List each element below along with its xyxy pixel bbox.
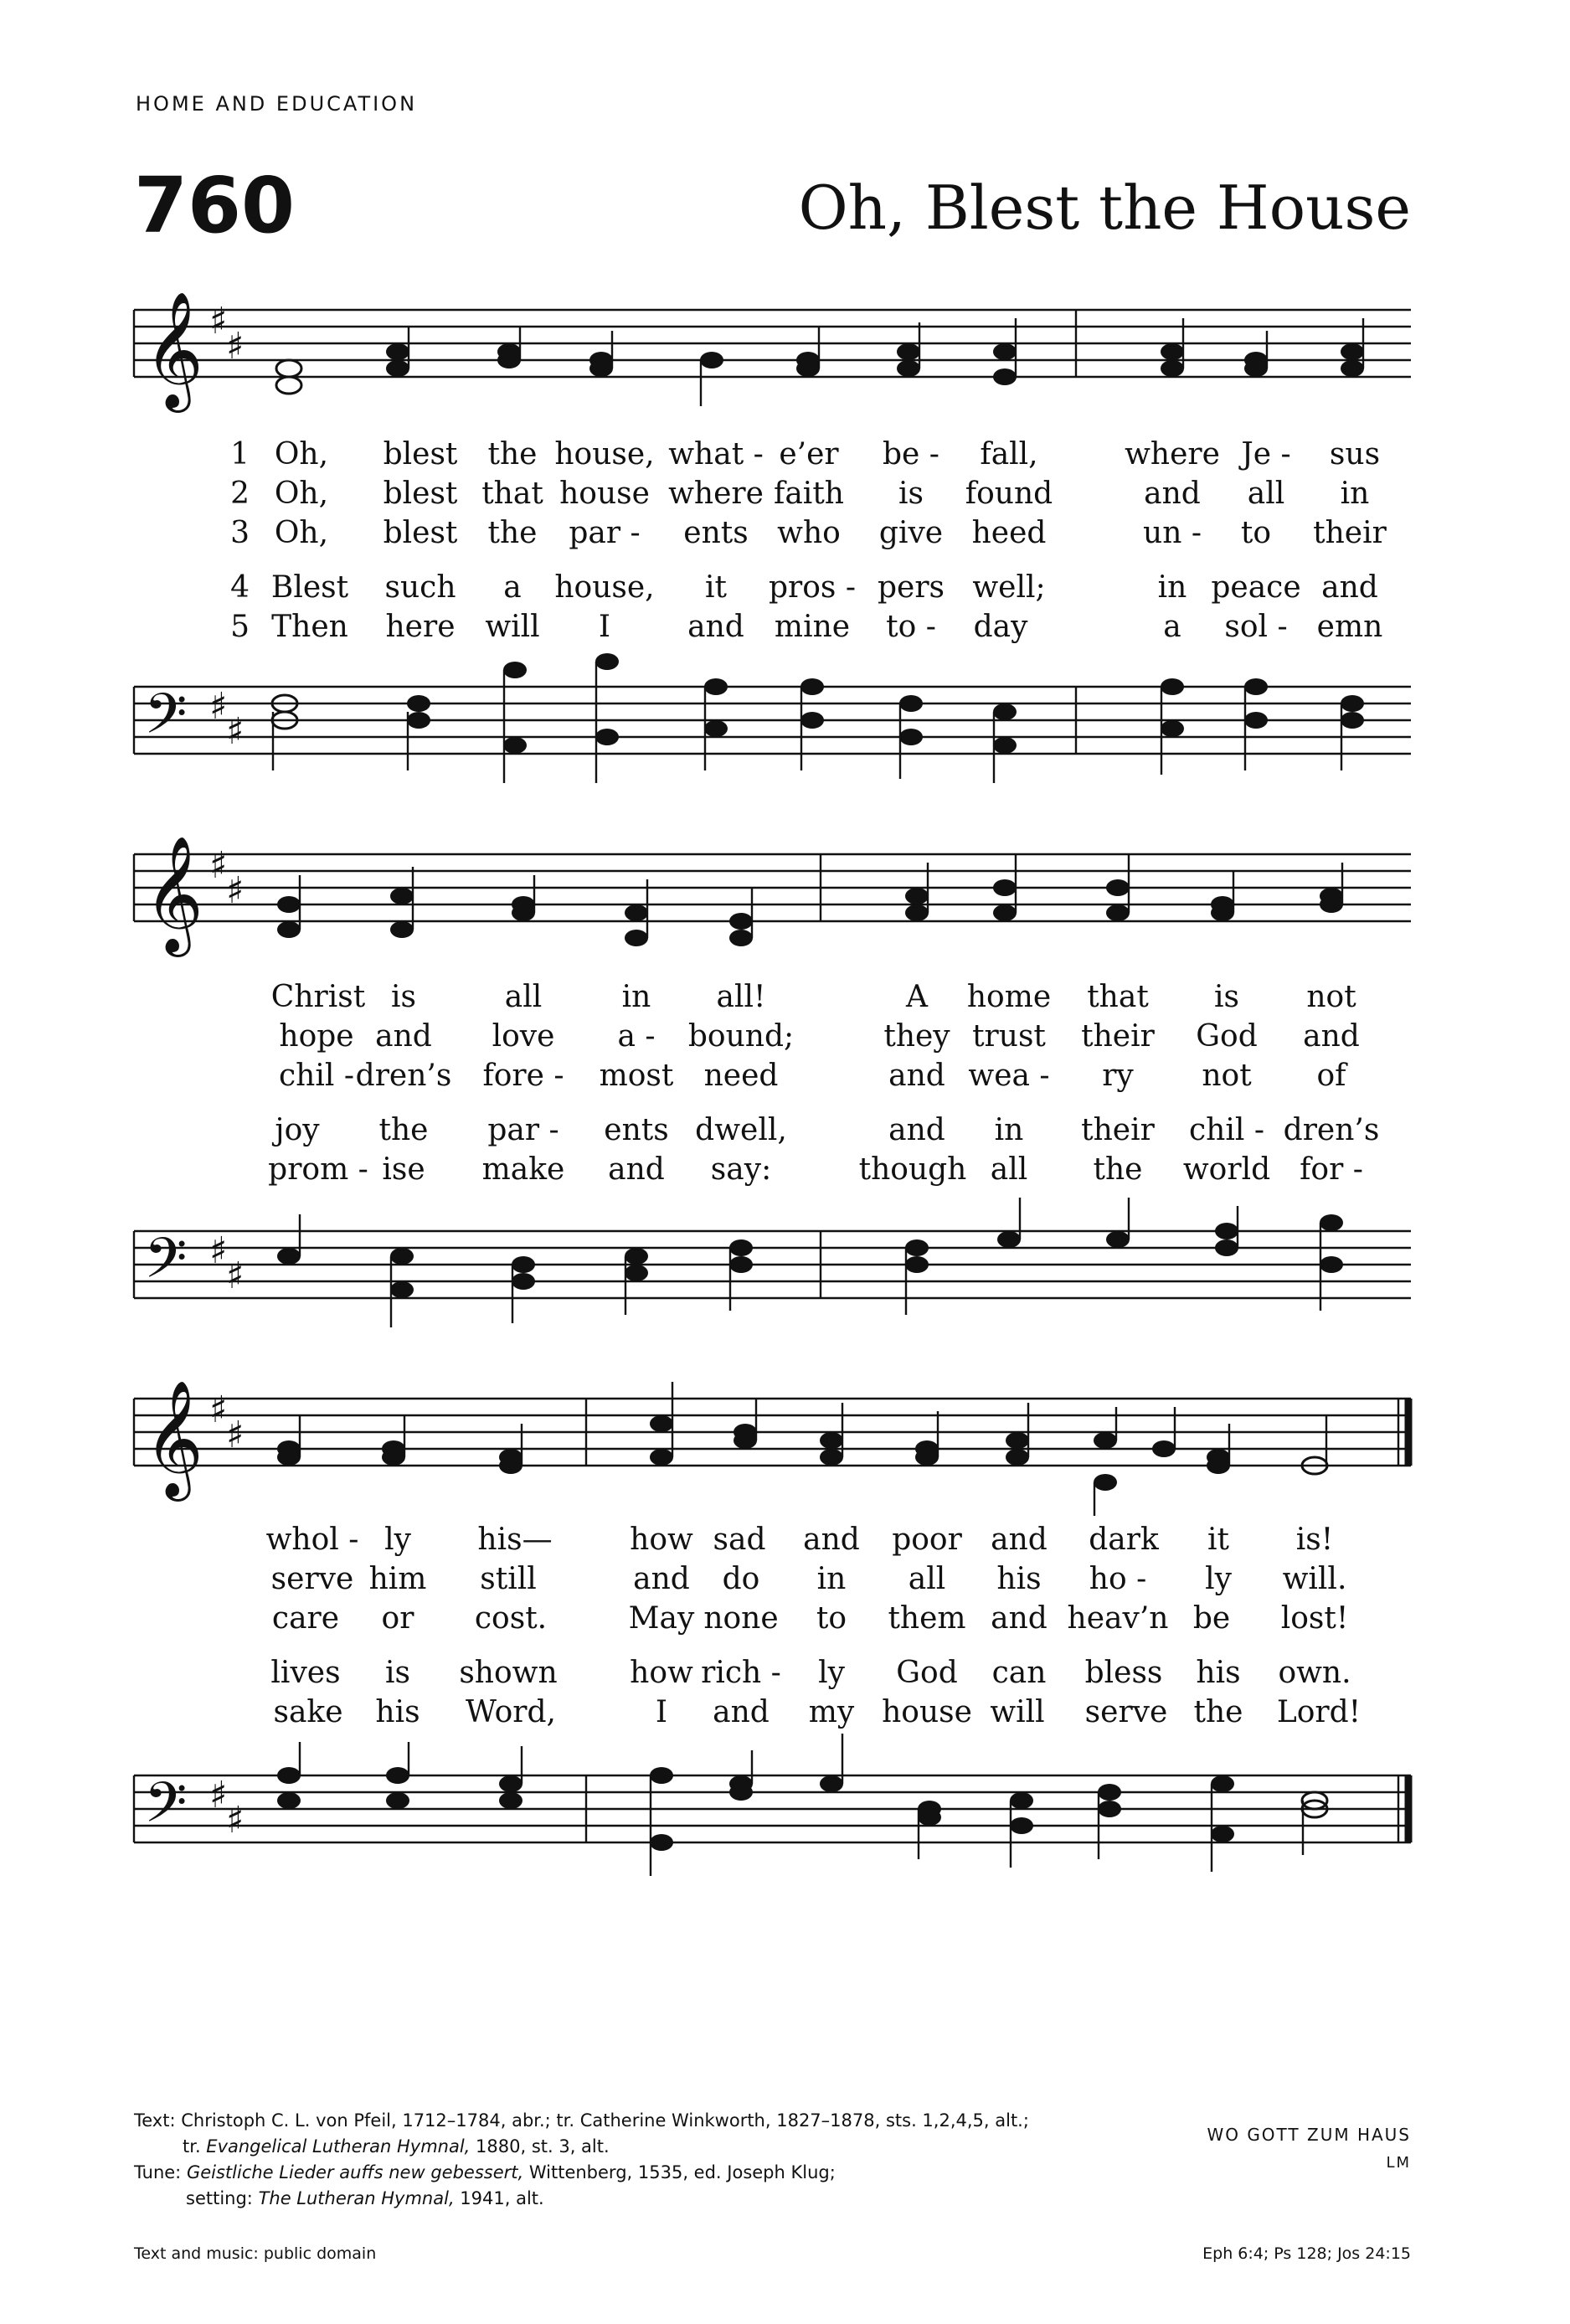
syllable: blest xyxy=(383,477,458,511)
syllable: e’er xyxy=(779,437,839,471)
syllable: the xyxy=(1193,1695,1243,1729)
syllable: and xyxy=(687,610,744,644)
syllable: how xyxy=(630,1523,693,1557)
sharp-icon: ♯ xyxy=(226,710,245,753)
syllable: hope xyxy=(279,1019,354,1054)
syllable: serve xyxy=(1084,1695,1168,1729)
syllable: sad xyxy=(713,1523,766,1557)
syllable: fall, xyxy=(980,437,1038,471)
verse-5-line xyxy=(0,1152,1570,1189)
syllable: and xyxy=(991,1523,1048,1557)
syllable: is xyxy=(1214,980,1239,1014)
setting-source: The Lutheran Hymnal, xyxy=(258,2188,455,2208)
treble-staff-1 xyxy=(0,293,1570,427)
text-credit: Christoph C. L. von Pfeil, 1712–1784, abr.; tr. Catherine Winkworth, 1827–1878, sts. 1,2,4,5, alt.; xyxy=(181,2110,1029,2131)
syllable: ly xyxy=(384,1523,411,1557)
syllable: in xyxy=(621,980,651,1014)
syllable: all! xyxy=(716,980,766,1014)
sharp-icon: ♯ xyxy=(226,1799,245,1842)
syllable: and xyxy=(713,1695,770,1729)
syllable: whol - xyxy=(265,1523,359,1557)
staff-lines xyxy=(134,687,1411,754)
syllable: their xyxy=(1081,1019,1155,1054)
sharp-icon: ♯ xyxy=(226,869,245,912)
syllable: to xyxy=(1240,516,1272,550)
sharp-icon: ♯ xyxy=(209,300,228,343)
sharp-icon: ♯ xyxy=(209,685,228,728)
syllable: to - xyxy=(886,610,936,644)
treble-clef-icon: 𝄞 xyxy=(144,1380,203,1497)
syllable: the xyxy=(487,437,538,471)
syllable: mine xyxy=(774,610,851,644)
syllable: still xyxy=(480,1562,537,1596)
syllable: chil - xyxy=(1189,1113,1264,1147)
syllable: his xyxy=(996,1562,1042,1596)
syllable: blest xyxy=(383,437,458,471)
syllable: ents xyxy=(604,1113,669,1147)
bass-staff-2 xyxy=(0,1206,1570,1340)
syllable: their xyxy=(1313,516,1387,550)
syllable: in xyxy=(994,1113,1024,1147)
syllable: that xyxy=(481,477,543,511)
syllable: will. xyxy=(1282,1562,1347,1596)
syllable: house, xyxy=(554,437,655,471)
syllable: found xyxy=(965,477,1053,511)
syllable: though xyxy=(858,1152,967,1187)
syllable: none xyxy=(703,1601,779,1636)
hymn-title: Oh, Blest the House xyxy=(798,173,1411,243)
syllable: and xyxy=(1144,477,1201,511)
syllable: trust xyxy=(972,1019,1046,1054)
credits xyxy=(134,2108,1139,2212)
syllable: pers xyxy=(877,570,945,605)
syllable: who xyxy=(777,516,841,550)
syllable: ry xyxy=(1102,1059,1134,1093)
syllable: bless xyxy=(1084,1656,1163,1690)
syllable: and xyxy=(1321,570,1378,605)
syllable: house xyxy=(559,477,650,511)
verse-number: 4 xyxy=(230,570,250,605)
syllable: all xyxy=(1247,477,1285,511)
syllable: ise xyxy=(382,1152,425,1187)
syllable: Lord! xyxy=(1276,1695,1362,1729)
syllable: the xyxy=(1093,1152,1143,1187)
sharp-icon: ♯ xyxy=(226,1255,245,1297)
syllable: wea - xyxy=(968,1059,1050,1093)
syllable: is xyxy=(385,1656,410,1690)
verse-5-line xyxy=(0,610,1570,647)
syllable: Then xyxy=(271,610,348,644)
sharp-icon: ♯ xyxy=(209,1774,228,1816)
syllable: do xyxy=(722,1562,760,1596)
verse-2-line xyxy=(0,477,1570,513)
syllable: sus xyxy=(1329,437,1381,471)
sharp-icon: ♯ xyxy=(209,844,228,887)
verse-2-line xyxy=(0,1019,1570,1056)
syllable: joy xyxy=(275,1113,320,1147)
syllable: Oh, xyxy=(274,437,329,471)
notes xyxy=(277,854,1343,946)
syllable: Word, xyxy=(466,1695,556,1729)
syllable: shown xyxy=(459,1656,558,1690)
syllable: dren’s xyxy=(355,1059,452,1093)
syllable: rich - xyxy=(701,1656,781,1690)
syllable: they xyxy=(883,1019,950,1054)
verse-4-line xyxy=(0,1113,1570,1150)
syllable: for - xyxy=(1300,1152,1363,1187)
syllable: is xyxy=(898,477,924,511)
sharp-icon: ♯ xyxy=(209,1229,228,1272)
syllable: love xyxy=(492,1019,555,1054)
setting-prefix: setting: xyxy=(186,2188,259,2208)
setting-suffix: 1941, alt. xyxy=(454,2188,544,2208)
syllable: give xyxy=(878,516,944,550)
syllable: to xyxy=(816,1601,847,1636)
syllable: or xyxy=(381,1601,414,1636)
sharp-icon: ♯ xyxy=(209,1389,228,1431)
syllable: it xyxy=(705,570,727,605)
syllable: Oh, xyxy=(274,477,329,511)
tune-credit-label: Tune: xyxy=(134,2162,182,2182)
syllable: day xyxy=(973,610,1028,644)
staff-lines xyxy=(134,1231,1411,1298)
verse-3-line xyxy=(0,1059,1570,1095)
syllable: home xyxy=(966,980,1052,1014)
syllable: will xyxy=(485,610,540,644)
syllable: chil - xyxy=(279,1059,354,1093)
syllable: Oh, xyxy=(274,516,329,550)
notes xyxy=(276,318,1364,406)
syllable: all xyxy=(504,980,543,1014)
syllable: what - xyxy=(668,437,764,471)
scripture-references: Eph 6:4; Ps 128; Jos 24:15 xyxy=(1202,2244,1411,2263)
syllable: be - xyxy=(883,437,939,471)
syllable: here xyxy=(385,610,456,644)
sharp-icon: ♯ xyxy=(226,325,245,368)
bass-staff-3 xyxy=(0,1750,1570,1884)
syllable: God xyxy=(1196,1019,1258,1054)
verse-1-line xyxy=(0,1523,1570,1559)
syllable: lives xyxy=(270,1656,341,1690)
text-credit-suffix: 1880, st. 3, alt. xyxy=(470,2136,610,2157)
syllable: house xyxy=(882,1695,972,1729)
syllable: his— xyxy=(477,1523,553,1557)
notes xyxy=(277,1198,1343,1327)
text-credit-source: Evangelical Lutheran Hymnal, xyxy=(206,2136,471,2157)
syllable: sake xyxy=(273,1695,343,1729)
sharp-icon: ♯ xyxy=(226,1414,245,1456)
verse-2-line xyxy=(0,1562,1570,1599)
bass-clef-icon: 𝄢 xyxy=(144,1226,188,1304)
meter: LM xyxy=(1386,2154,1411,2172)
syllable: Blest xyxy=(270,570,349,605)
syllable: most xyxy=(599,1059,674,1093)
syllable: fore - xyxy=(482,1059,564,1093)
bass-clef-icon: 𝄢 xyxy=(144,682,188,760)
syllable: all xyxy=(990,1152,1028,1187)
syllable: well; xyxy=(972,570,1046,605)
treble-staff-3 xyxy=(0,1382,1570,1516)
syllable: Je - xyxy=(1241,437,1291,471)
syllable: the xyxy=(378,1113,429,1147)
verse-4-line xyxy=(0,1656,1570,1693)
syllable: prom - xyxy=(268,1152,368,1187)
section-label: HOME AND EDUCATION xyxy=(136,92,418,116)
syllable: his xyxy=(375,1695,420,1729)
syllable: blest xyxy=(383,516,458,550)
text-credit-label: Text: xyxy=(134,2110,176,2131)
syllable: a - xyxy=(617,1019,656,1054)
syllable: par - xyxy=(569,516,641,550)
notes xyxy=(272,653,1364,783)
bass-clef-icon: 𝄢 xyxy=(144,1770,188,1848)
syllable: not xyxy=(1306,980,1356,1014)
verse-3-line xyxy=(0,516,1570,553)
syllable: make xyxy=(481,1152,565,1187)
syllable: ents xyxy=(683,516,749,550)
syllable: is xyxy=(391,980,416,1014)
syllable: is! xyxy=(1295,1523,1334,1557)
syllable: ho - xyxy=(1089,1562,1147,1596)
syllable: and xyxy=(803,1523,860,1557)
syllable: sol - xyxy=(1224,610,1288,644)
syllable: in xyxy=(1340,477,1370,511)
syllable: such xyxy=(384,570,456,605)
syllable: my xyxy=(808,1695,855,1729)
staff-lines xyxy=(134,310,1411,377)
syllable: them xyxy=(888,1601,966,1636)
text-credit-prefix: tr. xyxy=(183,2136,207,2157)
syllable: lost! xyxy=(1280,1601,1349,1636)
syllable: and xyxy=(888,1059,945,1093)
verse-4-line xyxy=(0,570,1570,607)
syllable: Christ xyxy=(270,980,366,1014)
hymn-number: 760 xyxy=(134,161,296,250)
syllable: heed xyxy=(971,516,1047,550)
syllable: his xyxy=(1196,1656,1241,1690)
syllable: of xyxy=(1316,1059,1346,1093)
syllable: faith xyxy=(774,477,844,511)
syllable: and xyxy=(1303,1019,1360,1054)
syllable: May xyxy=(628,1601,695,1636)
syllable: I xyxy=(655,1695,668,1729)
syllable: dren’s xyxy=(1283,1113,1380,1147)
syllable: and xyxy=(991,1601,1048,1636)
syllable: and xyxy=(608,1152,665,1187)
syllable: un - xyxy=(1143,516,1202,550)
verse-5-line xyxy=(0,1695,1570,1732)
syllable: will xyxy=(990,1695,1045,1729)
syllable: need xyxy=(703,1059,779,1093)
syllable: can xyxy=(991,1656,1047,1690)
verse-number: 2 xyxy=(230,477,250,511)
verse-number: 3 xyxy=(230,516,250,550)
syllable: poor xyxy=(892,1523,962,1557)
syllable: their xyxy=(1081,1113,1155,1147)
syllable: emn xyxy=(1316,610,1383,644)
syllable: I xyxy=(598,610,611,644)
syllable: par - xyxy=(487,1113,559,1147)
syllable: say: xyxy=(710,1152,772,1187)
syllable: pros - xyxy=(768,570,857,605)
syllable: a xyxy=(503,570,522,605)
syllable: cost. xyxy=(474,1601,548,1636)
syllable: A xyxy=(906,980,928,1014)
syllable: dark xyxy=(1089,1523,1159,1557)
syllable: and xyxy=(888,1113,945,1147)
syllable: own. xyxy=(1278,1656,1351,1690)
tune-name: WO GOTT ZUM HAUS xyxy=(1207,2125,1411,2145)
syllable: where xyxy=(1125,437,1220,471)
syllable: that xyxy=(1087,980,1149,1014)
verse-1-line xyxy=(0,437,1570,474)
treble-staff-2 xyxy=(0,837,1570,971)
syllable: serve xyxy=(270,1562,354,1596)
syllable: where xyxy=(668,477,764,511)
syllable: a xyxy=(1163,610,1181,644)
syllable: it xyxy=(1207,1523,1229,1557)
syllable: bound; xyxy=(687,1019,795,1054)
tune-credit-source: Geistliche Lieder auffs new gebessert, xyxy=(186,2162,524,2182)
syllable: dwell, xyxy=(695,1113,787,1147)
treble-clef-icon: 𝄞 xyxy=(144,836,203,952)
syllable: world xyxy=(1182,1152,1271,1187)
syllable: in xyxy=(816,1562,847,1596)
syllable: not xyxy=(1202,1059,1252,1093)
syllable: be xyxy=(1192,1601,1231,1636)
syllable: ly xyxy=(1205,1562,1232,1596)
verse-1-line xyxy=(0,980,1570,1017)
syllable: peace xyxy=(1211,570,1301,605)
verse-3-line xyxy=(0,1601,1570,1638)
treble-clef-icon: 𝄞 xyxy=(144,291,203,408)
copyright: Text and music: public domain xyxy=(134,2244,377,2263)
syllable: him xyxy=(368,1562,427,1596)
syllable: in xyxy=(1157,570,1187,605)
syllable: and xyxy=(633,1562,690,1596)
bass-staff-1 xyxy=(0,662,1570,796)
syllable: the xyxy=(487,516,538,550)
syllable: ly xyxy=(818,1656,845,1690)
syllable: how xyxy=(630,1656,693,1690)
syllable: and xyxy=(375,1019,432,1054)
syllable: care xyxy=(271,1601,340,1636)
syllable: all xyxy=(908,1562,946,1596)
tune-credit: Wittenberg, 1535, ed. Joseph Klug; xyxy=(523,2162,836,2182)
verse-number: 5 xyxy=(230,610,250,644)
syllable: God xyxy=(896,1656,958,1690)
notes xyxy=(277,1734,1327,1876)
verse-number: 1 xyxy=(230,437,250,471)
syllable: house, xyxy=(554,570,655,605)
syllable: heav’n xyxy=(1067,1601,1169,1636)
